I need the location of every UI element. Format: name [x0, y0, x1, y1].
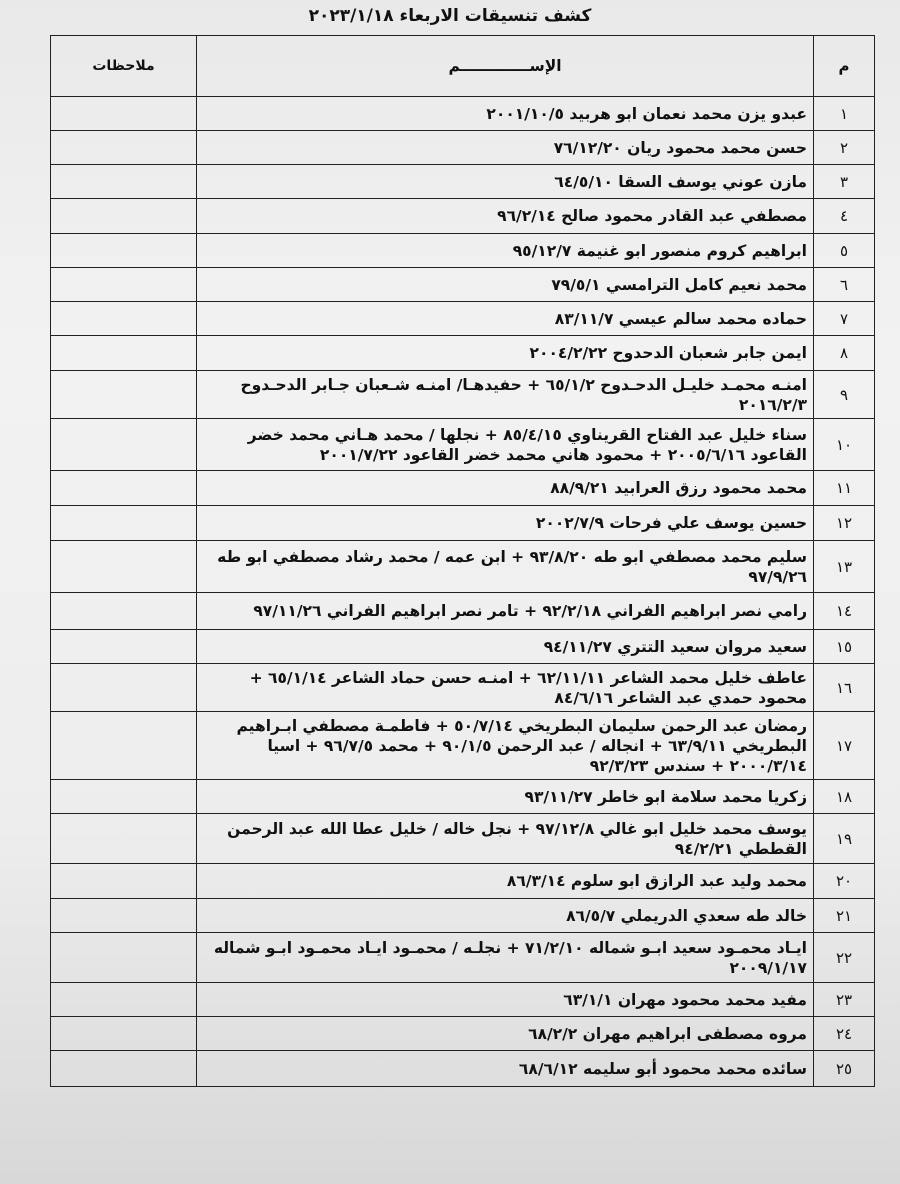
table-row: [51, 983, 875, 1017]
row-name: ايمن جابر شعبان الدحدوح ٢٠٠٤/٢/٢٢: [197, 336, 814, 371]
row-notes: [51, 506, 197, 541]
table-row: [51, 1017, 875, 1051]
row-notes: [51, 302, 197, 336]
row-notes: [51, 541, 197, 593]
row-number: ٢٠: [814, 864, 875, 899]
table-row: [51, 664, 875, 712]
table-row: [51, 268, 875, 302]
row-number: ٤: [814, 199, 875, 234]
table-row: [51, 302, 875, 336]
names-table: [50, 35, 875, 1087]
row-notes: [51, 780, 197, 814]
row-notes: [51, 199, 197, 234]
row-notes: [51, 1017, 197, 1051]
table-row: [51, 506, 875, 541]
row-notes: [51, 336, 197, 371]
row-name: عاطف خليل محمد الشاعر ٦٢/١١/١١ + امنـه حسن حماد الشاعر ٦٥/١/١٤ + محمود حمدي عبد الشاعر ٨٤/٦/١٦: [197, 664, 814, 712]
row-notes: [51, 630, 197, 664]
table-row: [51, 336, 875, 371]
table-row: [51, 419, 875, 471]
row-name: محمد وليد عبد الرازق ابو سلوم ٨٦/٣/١٤: [197, 864, 814, 899]
row-number: ٢: [814, 131, 875, 165]
row-number: ٦: [814, 268, 875, 302]
table-row: [51, 814, 875, 864]
table-row: [51, 593, 875, 630]
row-number: ١٦: [814, 664, 875, 712]
header-notes: ملاحظات: [51, 36, 197, 97]
row-name: مازن عوني يوسف السقا ٦٤/٥/١٠: [197, 165, 814, 199]
table-header-row: [51, 36, 875, 97]
table-row: [51, 1051, 875, 1087]
row-number: ٧: [814, 302, 875, 336]
row-number: ٢٢: [814, 933, 875, 983]
table-row: [51, 97, 875, 131]
row-name: زكريا محمد سلامة ابو خاطر ٩٣/١١/٢٧: [197, 780, 814, 814]
row-number: ١٢: [814, 506, 875, 541]
row-name: مروه مصطفى ابراهيم مهران ٦٨/٢/٢: [197, 1017, 814, 1051]
table-row: [51, 199, 875, 234]
row-name: رمضان عبد الرحمن سليمان البطريخي ٥٠/٧/١٤ + فاطمـة مصطفي ابـراهيم البطريخي ٦٣/٩/١١ + انجاله / عبد الرحمن ٩٠/١/٥ + محمد ٩٦/٧/٥ + اسيا ٢٠٠٠/٣/١٤ + سندس ٩٢/٣/٢٣: [197, 712, 814, 780]
row-name: مفيد محمد محمود مهران ٦٣/١/١: [197, 983, 814, 1017]
row-notes: [51, 268, 197, 302]
table-row: [51, 471, 875, 506]
row-number: ١٤: [814, 593, 875, 630]
row-notes: [51, 899, 197, 933]
row-name: حسن محمد محمود ريان ٧٦/١٢/٢٠: [197, 131, 814, 165]
row-name: محمد محمود رزق العرابيد ٨٨/٩/٢١: [197, 471, 814, 506]
row-name: مصطفي عبد القادر محمود صالح ٩٦/٢/١٤: [197, 199, 814, 234]
row-notes: [51, 131, 197, 165]
row-name: حماده محمد سالم عيسي ٨٣/١١/٧: [197, 302, 814, 336]
row-number: ٢٥: [814, 1051, 875, 1087]
row-number: ١: [814, 97, 875, 131]
row-number: ١٣: [814, 541, 875, 593]
table-row: [51, 234, 875, 268]
row-notes: [51, 97, 197, 131]
row-name: خالد طه سعدي الدريملي ٨٦/٥/٧: [197, 899, 814, 933]
table-row: [51, 780, 875, 814]
row-number: ١٨: [814, 780, 875, 814]
row-number: ٣: [814, 165, 875, 199]
table-row: [51, 712, 875, 780]
row-number: ١٩: [814, 814, 875, 864]
row-name: سعيد مروان سعيد التتري ٩٤/١١/٢٧: [197, 630, 814, 664]
table-row: [51, 371, 875, 419]
header-name: الإســـــــــــــم: [197, 36, 814, 97]
row-number: ١١: [814, 471, 875, 506]
row-number: ٢٤: [814, 1017, 875, 1051]
table-row: [51, 864, 875, 899]
row-number: ٥: [814, 234, 875, 268]
table-row: [51, 541, 875, 593]
row-name: سناء خليل عبد الفتاح القريناوي ٨٥/٤/١٥ + نجلها / محمد هـاني محمد خضر القاعود ٢٠٠٥/٦/١٦ + محمود هاني محمد خضر القاعود ٢٠٠١/٧/٢٢: [197, 419, 814, 471]
row-notes: [51, 664, 197, 712]
row-notes: [51, 933, 197, 983]
row-notes: [51, 864, 197, 899]
row-number: ١٥: [814, 630, 875, 664]
table-row: [51, 165, 875, 199]
row-notes: [51, 1051, 197, 1087]
row-name: ابراهيم كروم منصور ابو غنيمة ٩٥/١٢/٧: [197, 234, 814, 268]
row-name: يوسف محمد خليل ابو غالي ٩٧/١٢/٨ + نجل خاله / خليل عطا الله عبد الرحمن القططي ٩٤/٢/٢١: [197, 814, 814, 864]
row-notes: [51, 165, 197, 199]
row-number: ٢١: [814, 899, 875, 933]
row-name: سائده محمد محمود أبو سليمه ٦٨/٦/١٢: [197, 1051, 814, 1087]
row-notes: [51, 983, 197, 1017]
document-title: كشف تنسيقات الاربعاء ٢٠٢٣/١/١٨: [308, 6, 592, 26]
row-name: سليم محمد مصطفي ابو طه ٩٣/٨/٢٠ + ابن عمه / محمد رشاد مصطفي ابو طه ٩٧/٩/٢٦: [197, 541, 814, 593]
row-notes: [51, 712, 197, 780]
table-row: [51, 131, 875, 165]
row-name: رامي نصر ابراهيم الفراني ٩٢/٢/١٨ + تامر نصر ابراهيم الفراني ٩٧/١١/٢٦: [197, 593, 814, 630]
table-row: [51, 630, 875, 664]
row-number: ٨: [814, 336, 875, 371]
row-notes: [51, 371, 197, 419]
table-body: [51, 97, 875, 1087]
row-notes: [51, 471, 197, 506]
row-name: ايـاد محمـود سعيد ابـو شماله ٧١/٢/١٠ + نجلـه / محمـود ايـاد محمـود ابـو شماله ٢٠٠٩/١/١٧: [197, 933, 814, 983]
row-notes: [51, 419, 197, 471]
row-notes: [51, 234, 197, 268]
table-row: [51, 899, 875, 933]
row-notes: [51, 814, 197, 864]
row-name: عبدو يزن محمد نعمان ابو هربيد ٢٠٠١/١٠/٥: [197, 97, 814, 131]
row-notes: [51, 593, 197, 630]
row-name: امنـه محمـد خليـل الدحـدوح ٦٥/١/٢ + حفيدهـا/ امنـه شـعبان جـابر الدحـدوح ٢٠١٦/٢/٣: [197, 371, 814, 419]
table-row: [51, 933, 875, 983]
row-name: محمد نعيم كامل الترامسي ٧٩/٥/١: [197, 268, 814, 302]
row-number: ١٠: [814, 419, 875, 471]
row-number: ٢٣: [814, 983, 875, 1017]
row-name: حسين يوسف علي فرحات ٢٠٠٢/٧/٩: [197, 506, 814, 541]
header-number: م: [814, 36, 875, 97]
row-number: ٩: [814, 371, 875, 419]
row-number: ١٧: [814, 712, 875, 780]
